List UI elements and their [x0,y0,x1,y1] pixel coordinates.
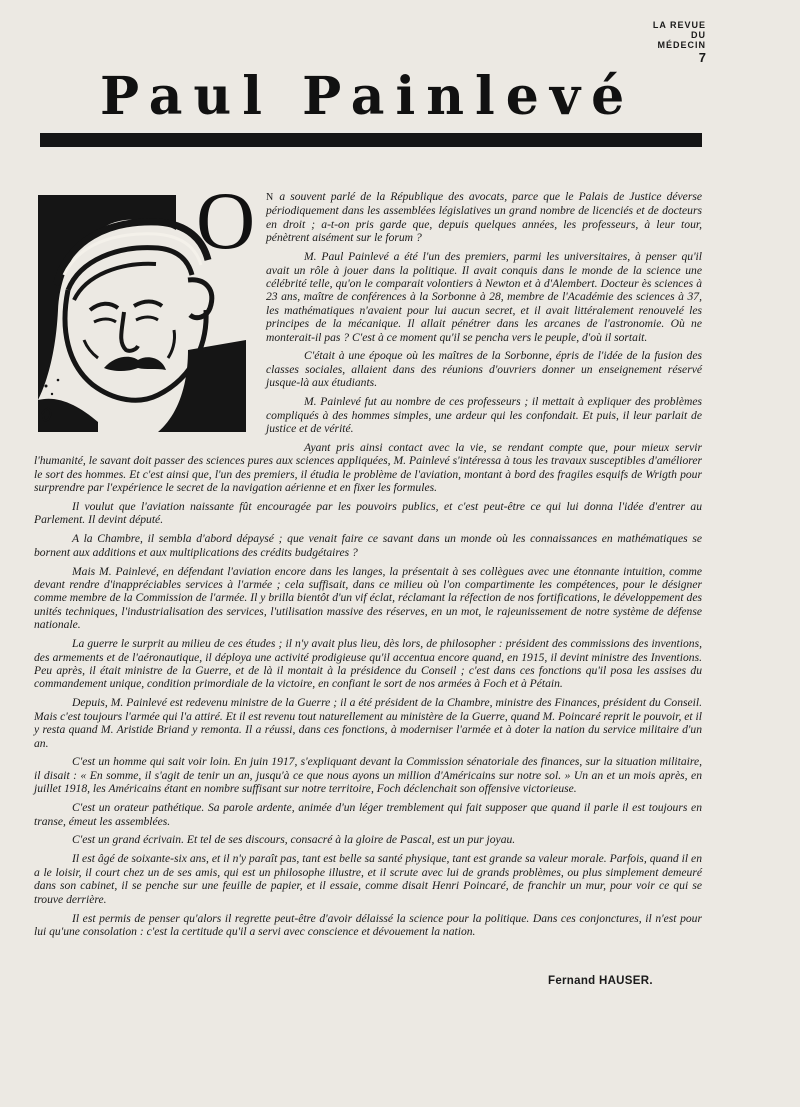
article-paragraph: Il voulut que l'aviation naissante fût encouragée par les pouvoirs publics, et c'est peut-être ce qui lui donna l'idée d'entrer au Parlement. Il devint député. [34,500,702,527]
opening-letter: N [266,192,275,203]
article-body [34,190,702,944]
article-paragraph: M. Paul Painlevé a été l'un des premiers, parmi les universitaires, à penser qu'il avait un rôle à jouer dans la politique. Il avait conquis dans le monde de la science une célébrité telle, qu'on le comparait volontiers à Newton et à d'Alembert. Docteur ès sciences à 23 ans, maître de conférences à la Sorbonne à 28, membre de l'Académie des sciences à 37, les mathématiques n'avaient pour lui aucun secret, et il avait littéralement renouvelé les principes de la mécanique. Il allait pénétrer dans les arcanes de l'astronomie. Où ne monterait-il pas ? C'est à ce moment qu'il se pencha vers le peuple, d'où il sortait. [266,250,702,344]
portrait-float-spacer [34,190,266,446]
masthead-line-3: MÉDECIN [657,40,706,50]
title-rule [40,133,702,147]
drop-cap: O [196,175,256,266]
article-paragraph: Mais M. Painlevé, en défendant l'aviation encore dans les langes, la présentait à ses collègues avec une étonnante intuition, comme devant rendre d'inappréciables services à l'armée ; cela suffisait, dans ce milieu où l'on compartimente les compétences, pour le désigner comme membre de la Commission de l'armée. Il y brilla bientôt d'un vif éclat, réclamant la réfection de nos fortifications, le développement des unités techniques, l'industrialisation des services, l'utilisation massive des réserves, en un mot, le rajeunissement de notre système de défense nationale. [34,564,702,632]
masthead [653,20,706,50]
article-paragraph: La guerre le surprit au milieu de ces études ; il n'y avait plus lieu, dès lors, de philosopher : président des commissions des inventions, des armements et de l'aéronautique, il déploya une activité prodigieuse qu'il accentua encore quand, en 1915, il devint ministre des Inventions. Peu après, il était ministre de la Guerre, et de là il montait à la présidence du Conseil ; c'est dans ces fonctions qu'il posa les assises du commandement unique, condition primordiale de la victoire, en confiant le sort de nos armées à Foch et à Pétain. [34,637,702,691]
article-paragraph: N a souvent parlé de la République des avocats, parce que le Palais de Justice déverse périodiquement dans les assemblées législatives un grand nombre de licenciés et de docteurs en droit ; a-t-on pris garde que, depuis quelques années, les professeurs, à leur tour, pénètrent aisément sur le forum ? [266,190,702,245]
article-paragraph: C'était à une époque où les maîtres de la Sorbonne, épris de l'idée de la fusion des classes sociales, allaient dans des réunions d'ouvriers donner un enseignement réservé jusque-là aux étudiants. [266,349,702,390]
article-paragraph: C'est un grand écrivain. Et tel de ses discours, consacré à la gloire de Pascal, est un pur joyau. [72,833,516,847]
article-paragraph: Depuis, M. Painlevé est redevenu ministre de la Guerre ; il a été président de la Chambre, ministre des Finances, président du Conseil. Mais c'est toujours l'armée qui l'a attiré. Et il est revenu tout naturellement au ministère de la Guerre, quand M. Poincaré reprit le pouvoir, et il y resta quand M. Aristide Briand y remonta. Il a réussi, dans ces fonctions, à moderniser l'armée et à doter la nation du service militaire d'un an. [34,696,702,750]
article-paragraph: Ayant pris ainsi contact avec la vie, se rendant compte que, pour mieux servir l'humanité, le savant doit passer des sciences pures aux sciences appliquées, M. Painlevé s'intéressa à tous les travaux susceptibles d'améliorer le sort des hommes. Et c'est ainsi que, l'un des premiers, il étudia le problème de l'aviation, montant à bord des fragiles esquifs de Wrigth pour surprendre par l'expérience le secret de la navigation aérienne et en fixer les formules. [34,440,702,495]
page-number: 7 [698,50,706,65]
article-paragraph: Il est âgé de soixante-six ans, et il n'y paraît pas, tant est belle sa santé physique, tant est grande sa valeur morale. Parfois, quand il en a le loisir, il court chez un de ses amis, qui est un philosophe illustre, et il scrute avec lui de grands problèmes, ou plus simplement demeuré dans son cabinet, il se penche sur une feuille de papier, et il essaie, comme disait Henri Poincaré, de franchir un mur, pour voir ce qui se trouve derrière. [34,852,702,906]
author-signature: Fernand HAUSER. [548,975,653,987]
article-paragraph: C'est un orateur pathétique. Sa parole ardente, animée d'un léger tremblement qui fait supposer que quand il parle il est toujours en transe, émeut les assemblées. [34,801,702,828]
article-paragraph: A la Chambre, il sembla d'abord dépaysé ; que venait faire ce savant dans un monde où les connaissances en mathématiques se bornent aux additions et aux multiplications des crédits budgétaires ? [34,532,702,559]
article-paragraph: C'est un homme qui sait voir loin. En juin 1917, s'expliquant devant la Commission sénatoriale des finances, sur la situation militaire, il disait : « En somme, il s'agit de tenir un an, jusqu'à ce que nous ayons un million d'Américains sur notre sol. » Un an et un mois après, en juillet 1918, les Américains étant en nombre suffisant sur notre territoire, Foch déclenchait son offensive victorieuse. [34,755,702,796]
article-title: Paul Painlevé [100,66,636,127]
article-paragraph: Il est permis de penser qu'alors il regrette peut-être d'avoir délaissé la science pour la politique. Dans ces conjonctures, il n'est pour lui qu'une consolation : c'est la certitude qu'il a servi avec conscience et dévouement la nation. [34,911,702,938]
masthead-line-2: DU [691,30,706,40]
article-paragraph: M. Painlevé fut au nombre de ces professeurs ; il mettait à expliquer des problèmes compliqués à des hommes simples, une ardeur qui les confondait. Et puis, il leur parlait de justice et de vérité. [266,395,702,435]
masthead-line-1: LA REVUE [652,20,706,30]
